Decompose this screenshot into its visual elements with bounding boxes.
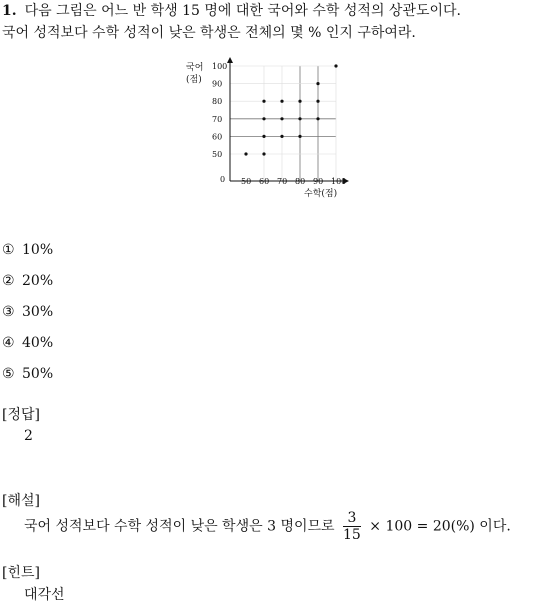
question-line-1 bbox=[2, 0, 461, 20]
x-tick-label: 60 bbox=[259, 177, 270, 186]
explanation-prefix: 국어 성적보다 수학 성적이 낮은 학생은 3 명이므로 bbox=[24, 518, 335, 535]
question-number: 1. bbox=[2, 3, 17, 19]
choice-4-mark: ④ bbox=[2, 335, 15, 351]
y-axis-label: 국어 bbox=[186, 63, 204, 73]
question-line-2 bbox=[2, 22, 416, 42]
answer-value: 2 bbox=[24, 428, 33, 444]
data-point bbox=[316, 117, 319, 120]
data-point bbox=[262, 152, 265, 155]
y-tick-label: 100 bbox=[212, 62, 228, 71]
data-point bbox=[280, 117, 283, 120]
explanation-body bbox=[24, 510, 511, 543]
data-point bbox=[280, 100, 283, 103]
explanation-label: [해설] bbox=[2, 493, 40, 509]
fraction-denominator: 15 bbox=[343, 527, 361, 543]
choice-2-text: 20% bbox=[22, 273, 54, 289]
question-text-1: 다음 그림은 어느 반 학생 15 명에 대한 국어와 수학 성적의 상관도이다. bbox=[24, 3, 461, 19]
data-point bbox=[262, 117, 265, 120]
hint-label: [힌트] bbox=[2, 565, 40, 581]
data-point bbox=[280, 135, 283, 138]
question-text-2: 국어 성적보다 수학 성적이 낮은 학생은 전체의 몇 % 인지 구하여라. bbox=[2, 25, 416, 41]
data-point bbox=[316, 100, 319, 103]
y-tick-label: 80 bbox=[212, 97, 223, 107]
data-point bbox=[262, 135, 265, 138]
choice-5-mark: ⑤ bbox=[2, 366, 15, 382]
choice-3-text: 30% bbox=[22, 304, 54, 320]
data-point bbox=[316, 82, 319, 85]
choice-3[interactable] bbox=[2, 304, 53, 320]
explanation-suffix: × 100 = 20(%) 이다. bbox=[369, 518, 511, 535]
data-point bbox=[244, 152, 247, 155]
choice-2-mark: ② bbox=[2, 273, 15, 289]
y-tick-label: 70 bbox=[212, 114, 223, 124]
scatter-chart-svg bbox=[186, 56, 356, 201]
choice-1-mark: ① bbox=[2, 242, 15, 258]
choice-3-mark: ③ bbox=[2, 304, 15, 320]
x-tick-label: 70 bbox=[277, 177, 288, 186]
fraction bbox=[343, 510, 361, 543]
x-tick-label: 90 bbox=[313, 177, 324, 186]
data-point bbox=[334, 64, 337, 67]
choice-4-text: 40% bbox=[22, 335, 54, 351]
choice-1-text: 10% bbox=[22, 242, 54, 258]
data-point bbox=[298, 117, 301, 120]
choice-5[interactable] bbox=[2, 366, 53, 382]
fraction-numerator: 3 bbox=[343, 510, 361, 527]
y-axis-unit: (점) bbox=[186, 75, 202, 85]
origin-label: 0 bbox=[220, 175, 226, 184]
hint-value: 대각선 bbox=[24, 587, 65, 603]
y-tick-label: 90 bbox=[212, 79, 223, 89]
y-tick-label: 60 bbox=[212, 132, 223, 142]
answer-label: [정답] bbox=[2, 407, 40, 423]
x-tick-label: 100 bbox=[331, 177, 347, 186]
data-point bbox=[262, 100, 265, 103]
x-axis-label: 수학(점) bbox=[304, 189, 338, 199]
y-tick-label: 50 bbox=[212, 150, 223, 159]
x-tick-label: 50 bbox=[241, 177, 252, 186]
x-tick-label: 80 bbox=[295, 177, 306, 186]
choice-2[interactable] bbox=[2, 273, 53, 289]
scatter-chart bbox=[186, 56, 356, 205]
choice-5-text: 50% bbox=[22, 366, 54, 382]
choice-4[interactable] bbox=[2, 335, 53, 351]
data-point bbox=[298, 100, 301, 103]
choice-1[interactable] bbox=[2, 242, 53, 258]
data-point bbox=[298, 135, 301, 138]
